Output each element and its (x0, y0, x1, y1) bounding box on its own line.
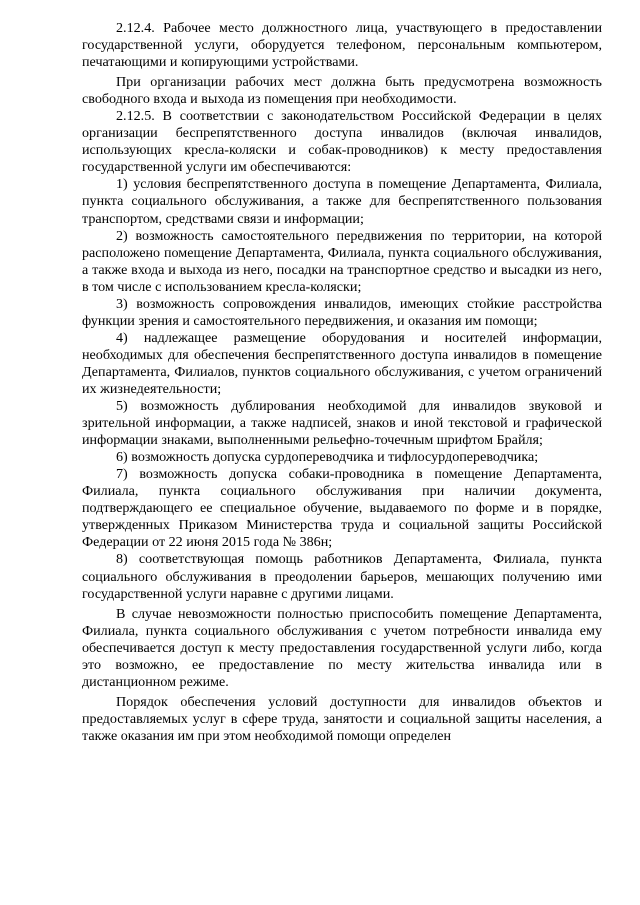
list-item-3: 3) возможность сопровождения инвалидов, имеющих стойкие расстройства функции зрения и самостоятельного передвижения, и оказания им помощи; (82, 295, 602, 329)
paragraph-2-12-5: 2.12.5. В соответствии с законодательством Российской Федерации в целях организации беспрепятственного доступа инвалидов (включая инвалидов, использующих кресла-коляски и собак-проводников) к месту предоставления государственной услуги им обеспечиваются: (82, 108, 602, 176)
paragraph-workplace-access: При организации рабочих мест должна быть предусмотрена возможность свободного входа и выхода из помещения при необходимости. (82, 74, 602, 108)
list-item-2: 2) возможность самостоятельного передвижения по территории, на которой расположено помещение Департамента, Филиала, пункта социального обслуживания, а также входа и выхода из него, посадки на транспортное средство и высадки из него, в том числе с использованием кресла-коляски; (82, 227, 602, 295)
paragraph-2-12-4: 2.12.4. Рабочее место должностного лица, участвующего в предоставлении государственной услуги, оборудуется телефоном, персональным компьютером, печатающими и копирующими устройствами. (82, 20, 602, 71)
list-item-7: 7) возможность допуска собаки-проводника в помещение Департамента, Филиала, пункта социального обслуживания при наличии документа, подтверждающего ее специальное обучение, выдаваемого по форме и в порядке, утвержденных Приказом Министерства труда и социальной защиты Российской Федерации от 22 июня 2015 года № 386н; (82, 466, 602, 551)
paragraph-impossibility-case: В случае невозможности полностью приспособить помещение Департамента, Филиала, пункта социального обслуживания с учетом потребности инвалида ему обеспечивается доступ к месту предоставления государственной услуги либо, когда это возможно, ее предоставление по месту жительства инвалида или в дистанционном режиме. (82, 605, 602, 690)
list-item-8: 8) соответствующая помощь работников Департамента, Филиала, пункта социального обслуживания в преодолении барьеров, мешающих получению ими государственной услуги наравне с другими лицами. (82, 551, 602, 602)
list-item-6: 6) возможность допуска сурдопереводчика и тифлосурдопереводчика; (116, 449, 539, 466)
list-item-5: 5) возможность дублирования необходимой для инвалидов звуковой и зрительной информации, а также надписей, знаков и иной текстовой и графической информации знаками, выполненными рельефно-точечным шрифтом Брайля; (82, 398, 602, 449)
paragraph-accessibility-procedure: Порядок обеспечения условий доступности для инвалидов объектов и предоставляемых услуг в сфере труда, занятости и социальной защиты населения, а также оказания им при этом необходимой помощи определен (82, 693, 602, 744)
list-item-4: 4) надлежащее размещение оборудования и носителей информации, необходимых для обеспечения беспрепятственного доступа инвалидов в помещение Департамента, Филиалов, пунктов социального обслуживания, с учетом ограничений их жизнедеятельности; (82, 329, 602, 397)
list-item-1: 1) условия беспрепятственного доступа в помещение Департамента, Филиала, пункта социального обслуживания, а также для беспрепятственного пользования транспортом, средствами связи и информации; (82, 176, 602, 227)
